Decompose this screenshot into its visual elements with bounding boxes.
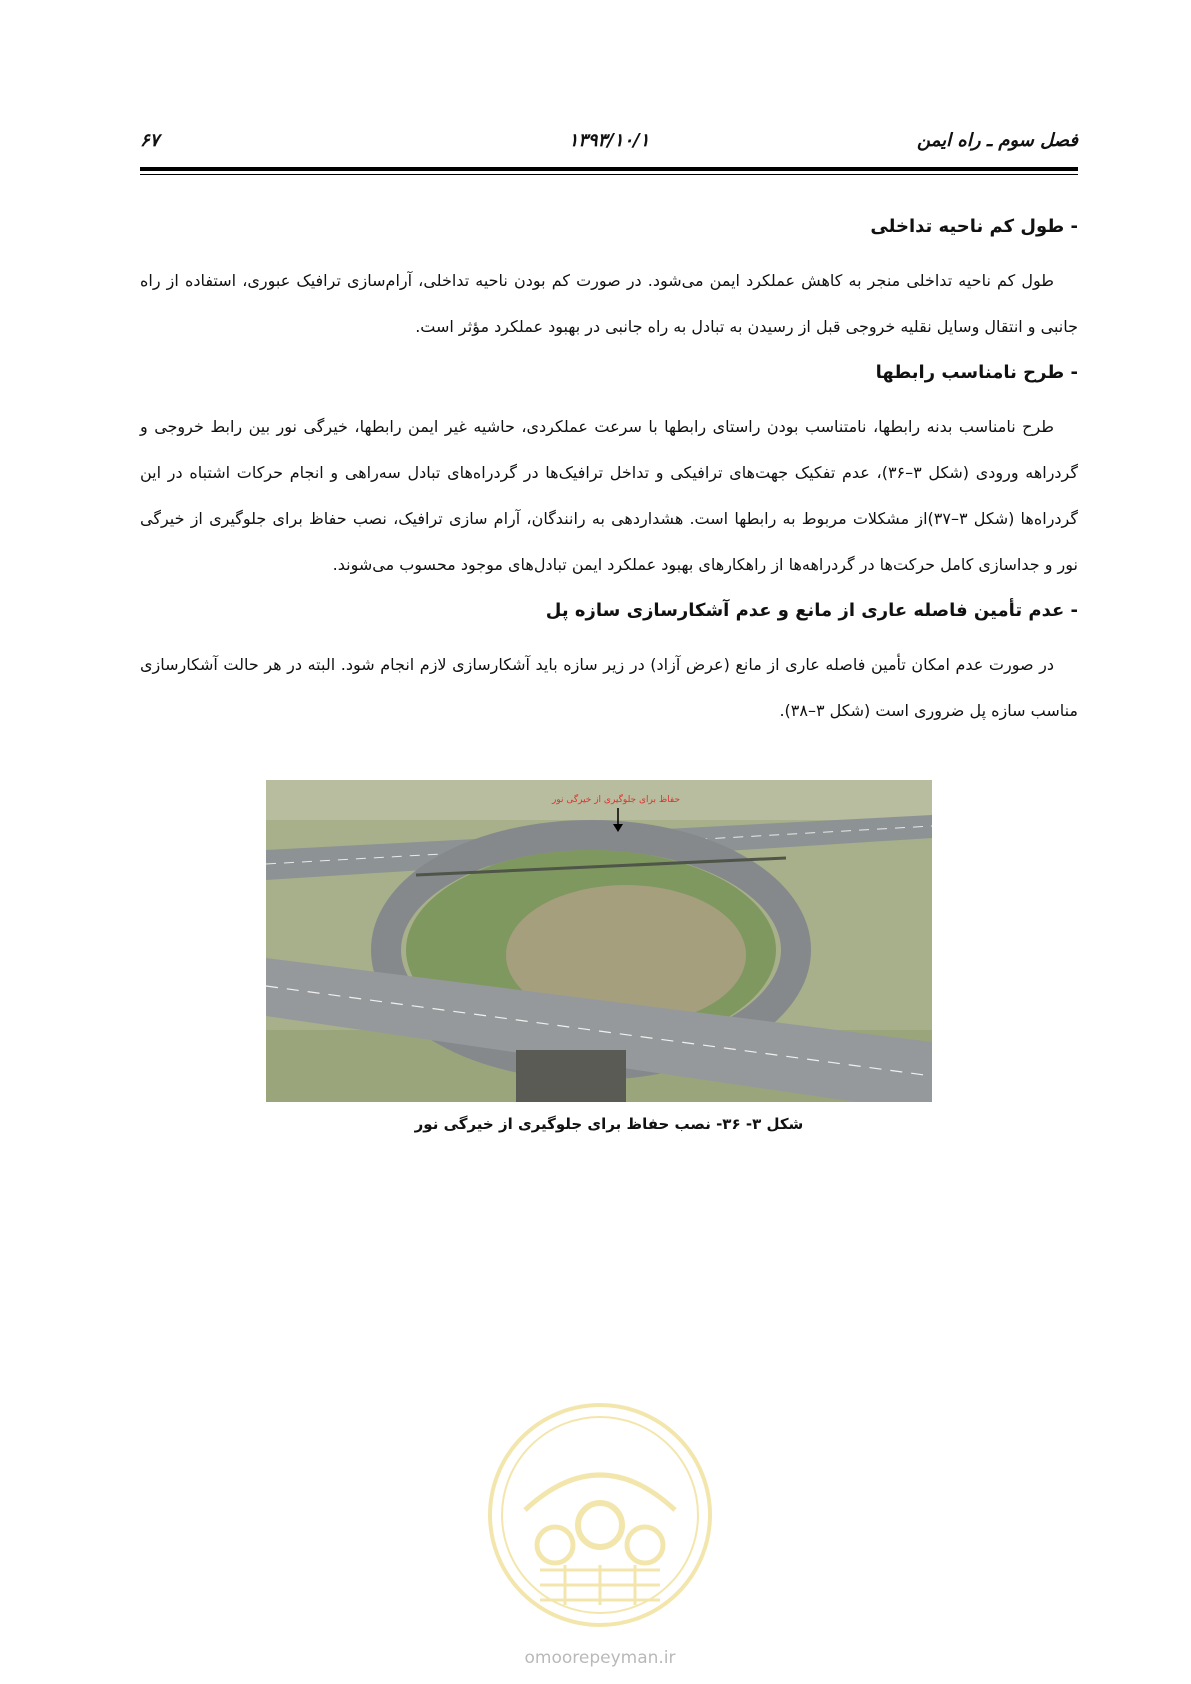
watermark-seal	[485, 1400, 715, 1630]
section-heading: - طول کم ناحیه تداخلی	[870, 216, 1078, 237]
page-header	[140, 130, 1078, 156]
figure-annotation: حفاظ برای جلوگیری از خیرگی نور	[551, 795, 681, 805]
section-heading: - عدم تأمین فاصله عاری از مانع و عدم آشکارسازی سازه پل	[545, 600, 1078, 621]
interchange-photo	[266, 780, 932, 1102]
header-rule-thin	[140, 174, 1078, 175]
section-paragraph: در صورت عدم امکان تأمین فاصله عاری از مانع (عرض آزاد) در زیر سازه باید آشکارسازی لازم انجام شود. البته در هر حالت آشکارسازی مناسب سازه پل ضروری است (شکل ۳–۳۸).	[140, 655, 1078, 720]
figure-caption: شکل ۳- ۳۶- نصب حفاظ برای جلوگیری از خیرگی نور	[414, 1115, 804, 1133]
page-number: ۶۷	[140, 130, 160, 151]
section-paragraph: طول کم ناحیه تداخلی منجر به کاهش عملکرد ایمن می‌شود. در صورت کم بودن ناحیه تداخلی، آرام‌سازی ترافیک عبوری، استفاده از راه جانبی و انتقال وسایل نقلیه خروجی قبل از رسیدن به تبادل به راه جانبی در بهبود عملکرد مؤثر است.	[140, 271, 1078, 336]
body-content	[140, 210, 1078, 740]
header-rule	[140, 167, 1078, 171]
watermark-website: omoorepeyman.ir	[524, 1648, 676, 1668]
header-date: ۱۳۹۳/۱۰/۱	[568, 130, 650, 151]
section-paragraph: طرح نامناسب بدنه رابطها، نامتناسب بودن راستای رابطها با سرعت عملکردی، حاشیه غیر ایمن رابطها، خیرگی نور بین رابط خروجی و گردراهه ورودی (شکل ۳–۳۶)، عدم تفکیک جهت‌های ترافیکی و تداخل ترافیک‌ها در گردراه‌های تبادل سه‌راهی و انجام حرکات اشتباه در این گردراه‌ها (شکل ۳–۳۷)از مشکلات مربوط به رابطها است. هشداردهی به رانندگان، آرام سازی ترافیک، نصب حفاظ برای جلوگیری از خیرگی نور و جداسازی کامل حرکت‌ها در گردراهه‌ها از راهکارهای بهبود عملکرد ایمن تبادل‌های موجود محسوب می‌شوند.	[140, 417, 1078, 574]
section-heading: - طرح نامناسب رابطها	[875, 362, 1078, 383]
chapter-title: فصل سوم ـ راه ایمن	[917, 130, 1078, 151]
